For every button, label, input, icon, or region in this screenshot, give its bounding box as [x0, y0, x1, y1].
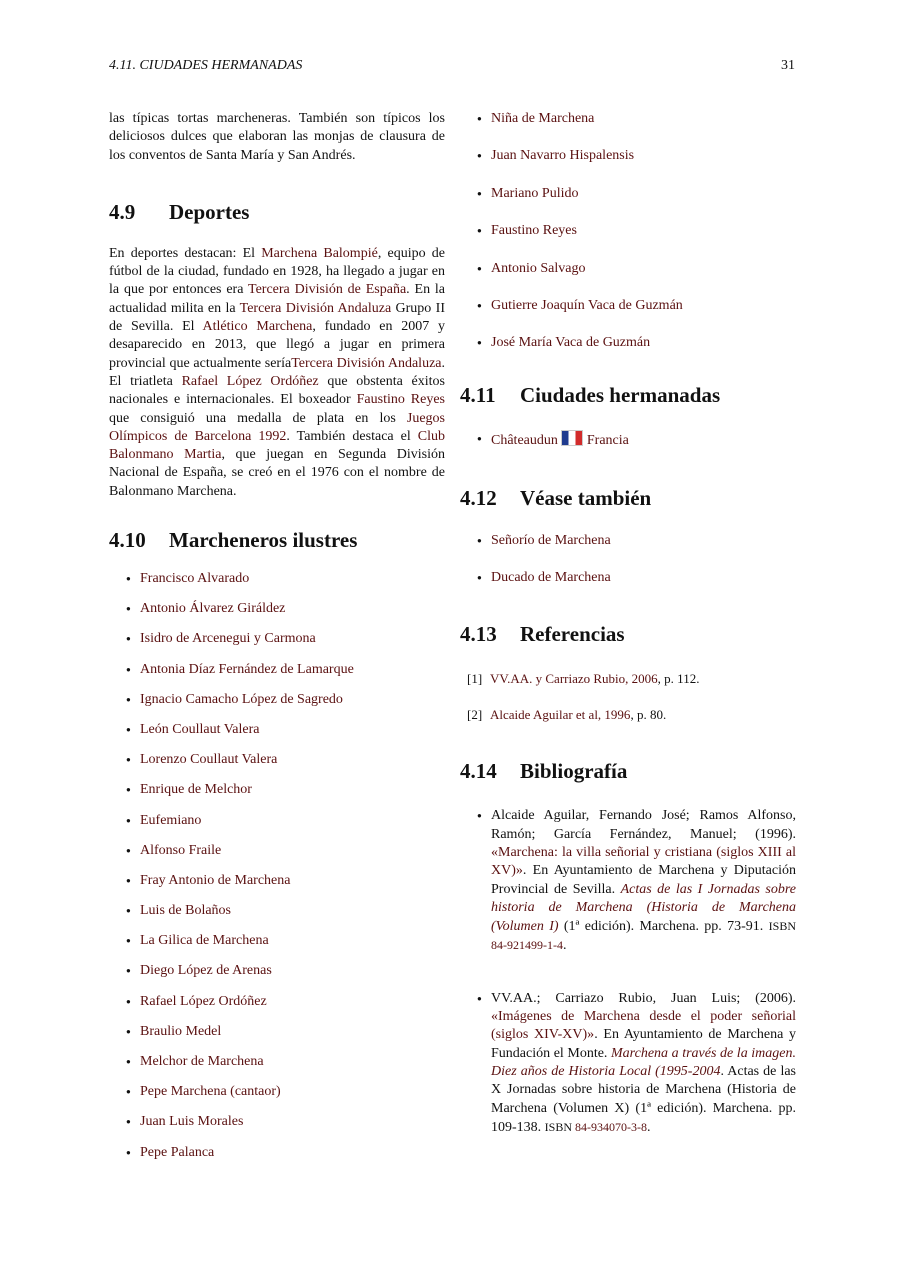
- list-item-link[interactable]: Mariano Pulido: [491, 185, 579, 201]
- list-item: [109, 1023, 445, 1041]
- bibliography-list: [460, 807, 796, 1137]
- section-title: Referencias: [520, 622, 625, 647]
- list-item-link[interactable]: Niña de Marchena: [491, 111, 595, 126]
- text: que consiguió una medalla de plata en los: [109, 410, 407, 426]
- text: , equipo de fútbol de la ciudad, fundado en 1928, ha llegado a jugar en la que por entonces era: [109, 245, 445, 298]
- list-item: [109, 962, 445, 980]
- section-heading-vease: [460, 485, 796, 511]
- list-item-link[interactable]: Antonia Díaz Fernández de Lamarque: [140, 661, 354, 677]
- entry-text: [491, 990, 796, 1137]
- list-item-link[interactable]: La Gilica de Marchena: [140, 933, 269, 949]
- deportes-paragraph: [109, 245, 445, 501]
- list-item: [109, 1144, 445, 1162]
- intro-paragraph: las típicas tortas marcheneras. También son típicos los deliciosos dulces que elaboran las monjas de clausura de los conventos de Santa María y San Andrés.: [109, 111, 445, 163]
- isbn-label: ISBN: [544, 1119, 573, 1134]
- running-section-title: 4.11. CIUDADES HERMANADAS: [109, 58, 303, 73]
- text: . En la actualidad milita en la: [109, 282, 446, 316]
- list-item-link[interactable]: Enrique de Melchor: [140, 782, 252, 798]
- list-item: [109, 812, 445, 830]
- list-item: [460, 569, 796, 587]
- section-heading-ilustres: [109, 527, 445, 553]
- page-header: [109, 58, 795, 78]
- ilustres-list: [109, 570, 445, 1162]
- text: , que juegan en Segunda División Nacional de España, se creó en el 1976 con el nombre de Balonmano Marchena.: [109, 447, 445, 499]
- text: . Actas de las X Jornadas sobre historia de Marchena (Historia de Marchena (Volumen X) (1ª edición). Marchena. pp. 109-138.: [491, 1063, 796, 1135]
- left-column: [109, 110, 445, 1162]
- section-number: 4.11: [460, 383, 496, 408]
- list-item: [109, 570, 445, 588]
- link-club-balonmano-martia[interactable]: Club Balonmano Martia: [109, 428, 445, 463]
- list-item: [460, 532, 796, 550]
- isbn-label: ISBN: [768, 919, 796, 934]
- reference-number: [1]: [467, 671, 483, 687]
- list-item-link[interactable]: Fray Antonio de Marchena: [140, 872, 291, 888]
- text: . El triatleta: [109, 355, 445, 389]
- list-item: [109, 902, 445, 920]
- entry-text: [491, 807, 796, 955]
- text: . En Ayuntamiento de Marchena y Fundación el Monte.: [491, 1027, 796, 1061]
- vease-list: [460, 532, 796, 587]
- link-chateaudun[interactable]: Châteaudun: [491, 433, 558, 449]
- text: , fundado en 2007 y desaparecido en 2013, que llegó a jugar en primera provincial que actualmente sería: [109, 319, 446, 371]
- list-item-link[interactable]: Ducado de Marchena: [491, 570, 611, 586]
- list-item-link[interactable]: Juan Navarro Hispalensis: [491, 148, 635, 164]
- text: En deportes destacan: El: [109, 245, 262, 261]
- list-item: [109, 1083, 445, 1101]
- bib-2-book-title[interactable]: Marchena a través de la imagen. Diez años de Historia Local (1995-2004: [491, 1045, 796, 1079]
- reference-link[interactable]: Alcaide Aguilar et al, 1996: [490, 707, 631, 723]
- list-item: [460, 222, 796, 240]
- list-item-link[interactable]: Eufemiano: [140, 812, 202, 828]
- link-faustino-reyes[interactable]: Faustino Reyes: [356, 392, 445, 408]
- list-item: [109, 842, 445, 860]
- list-item-link[interactable]: Antonio Álvarez Giráldez: [140, 601, 286, 617]
- list-item-link[interactable]: Francisco Alvarado: [140, 571, 250, 587]
- list-item: [109, 993, 445, 1011]
- text: que obstenta éxitos nacionales e internacionales. El boxeador: [109, 373, 445, 408]
- list-item: [460, 260, 796, 278]
- reference-item: [460, 706, 796, 724]
- section-number: 4.9: [109, 199, 136, 224]
- section-number: 4.10: [109, 528, 146, 553]
- reference-pages: , p. 112.: [657, 671, 700, 687]
- list-item: [109, 751, 445, 769]
- list-item: [109, 721, 445, 739]
- list-item-link[interactable]: Melchor de Marchena: [140, 1054, 264, 1070]
- list-item: [109, 630, 445, 648]
- list-item-link[interactable]: Antonio Salvago: [491, 260, 586, 276]
- list-item: [460, 430, 796, 450]
- list-item-link[interactable]: Braulio Medel: [140, 1023, 222, 1039]
- text: VV.AA.; Carriazo Rubio, Juan Luis; (2006).: [491, 990, 796, 1006]
- link-tercera-division-andaluza[interactable]: Tercera División Andaluza: [239, 300, 392, 316]
- reference-link[interactable]: VV.AA. y Carriazo Rubio, 2006: [490, 671, 658, 687]
- link-tercera-division-andaluza-2[interactable]: Tercera División Andaluza: [291, 355, 442, 371]
- list-item-link[interactable]: Pepe Palanca: [140, 1144, 215, 1160]
- section-number: 4.14: [460, 759, 497, 784]
- list-item-link[interactable]: Rafael López Ordóñez: [140, 993, 267, 1009]
- ilustres-list-continued: [460, 110, 796, 352]
- link-isbn-1[interactable]: 84-921499-1-4: [491, 938, 563, 953]
- section-title: Véase también: [520, 486, 652, 511]
- text: (1ª edición). Marchena. pp. 73-91.: [558, 919, 769, 935]
- list-item-link[interactable]: Diego López de Arenas: [140, 963, 272, 979]
- section-number: 4.13: [460, 622, 497, 647]
- list-item: [109, 661, 445, 679]
- list-item: [460, 185, 796, 203]
- list-item: [109, 1113, 445, 1131]
- list-item-link[interactable]: León Coullaut Valera: [140, 721, 260, 737]
- list-item: [109, 1053, 445, 1071]
- text: .: [647, 1119, 651, 1135]
- reference-item: [460, 670, 796, 688]
- text: . En Ayuntamiento de Marchena y Diputación Provincial de Sevilla.: [491, 863, 796, 897]
- list-item-link[interactable]: José María Vaca de Guzmán: [491, 335, 651, 351]
- bibliography-entry: [460, 807, 796, 955]
- bibliography-entry: [460, 990, 796, 1137]
- list-item: [460, 334, 796, 352]
- list-item-link[interactable]: Isidro de Arcenegui y Carmona: [140, 631, 316, 647]
- list-item-link[interactable]: Juan Luis Morales: [140, 1114, 244, 1130]
- list-item-link[interactable]: Alfonso Fraile: [140, 842, 222, 858]
- list-item-link[interactable]: Gutierre Joaquín Vaca de Guzmán: [491, 297, 683, 313]
- section-number: 4.12: [460, 486, 497, 511]
- right-column: [460, 110, 796, 1137]
- text: Grupo II de Sevilla. El: [109, 300, 445, 335]
- link-juegos-olimpicos[interactable]: Juegos Olímpicos de Barcelona 1992: [109, 410, 445, 444]
- list-item: [460, 297, 796, 315]
- list-item: [109, 691, 445, 709]
- list-item-link[interactable]: Pepe Marchena (cantaor): [140, 1084, 281, 1100]
- hermanadas-list: [460, 430, 796, 450]
- text: . También destaca el: [286, 428, 418, 444]
- reference-pages: , p. 80.: [630, 707, 667, 723]
- link-bib-1-chapter[interactable]: «Marchena: la villa señorial y cristiana (siglos XIII al XV)»: [491, 844, 796, 879]
- link-tercera-division-espana[interactable]: Tercera División de España: [248, 282, 407, 298]
- text: .: [563, 938, 567, 954]
- list-item-link[interactable]: Faustino Reyes: [491, 223, 577, 239]
- page-number: 31: [781, 58, 795, 73]
- section-heading-deportes: [109, 199, 445, 225]
- references-list: [460, 670, 796, 724]
- link-isbn-2[interactable]: 84-934070-3-8: [575, 1119, 648, 1134]
- list-item-link[interactable]: Lorenzo Coullaut Valera: [140, 752, 278, 768]
- section-heading-referencias: [460, 621, 796, 647]
- list-item: [460, 110, 796, 128]
- section-title: Ciudades hermanadas: [520, 383, 721, 408]
- link-rafael-lopez-ordonez[interactable]: Rafael López Ordóñez: [181, 373, 319, 389]
- section-heading-hermanadas: [460, 382, 796, 408]
- bib-1-book-title[interactable]: Actas de las I Jornadas sobre historia de Marchena (Historia de Marchena (Volumen I): [491, 881, 796, 935]
- section-title: Bibliografía: [520, 759, 628, 784]
- text: Alcaide Aguilar, Fernando José; Ramos Alfonso, Ramón; García Fernández, Manuel; (1996).: [491, 808, 796, 842]
- link-francia[interactable]: Francia: [586, 433, 629, 449]
- list-item: [109, 781, 445, 799]
- link-bib-2-chapter[interactable]: «Imágenes de Marchena desde el poder señorial (siglos XIV-XV)»: [491, 1009, 796, 1043]
- list-item: [109, 932, 445, 950]
- list-item-link[interactable]: Ignacio Camacho López de Sagredo: [140, 691, 343, 707]
- link-marchena-balompie[interactable]: Marchena Balompié: [261, 245, 378, 261]
- section-title: Deportes: [169, 199, 250, 224]
- list-item: [460, 147, 796, 165]
- list-item-link[interactable]: Señorío de Marchena: [491, 533, 611, 549]
- france-flag-icon: [561, 430, 583, 446]
- section-heading-bibliografia: [460, 758, 796, 784]
- link-atletico-marchena[interactable]: Atlético Marchena: [202, 319, 313, 335]
- list-item-link[interactable]: Luis de Bolaños: [140, 903, 231, 919]
- section-title: Marcheneros ilustres: [169, 528, 358, 553]
- list-item: [109, 872, 445, 890]
- list-item: [109, 600, 445, 618]
- reference-number: [2]: [467, 707, 483, 723]
